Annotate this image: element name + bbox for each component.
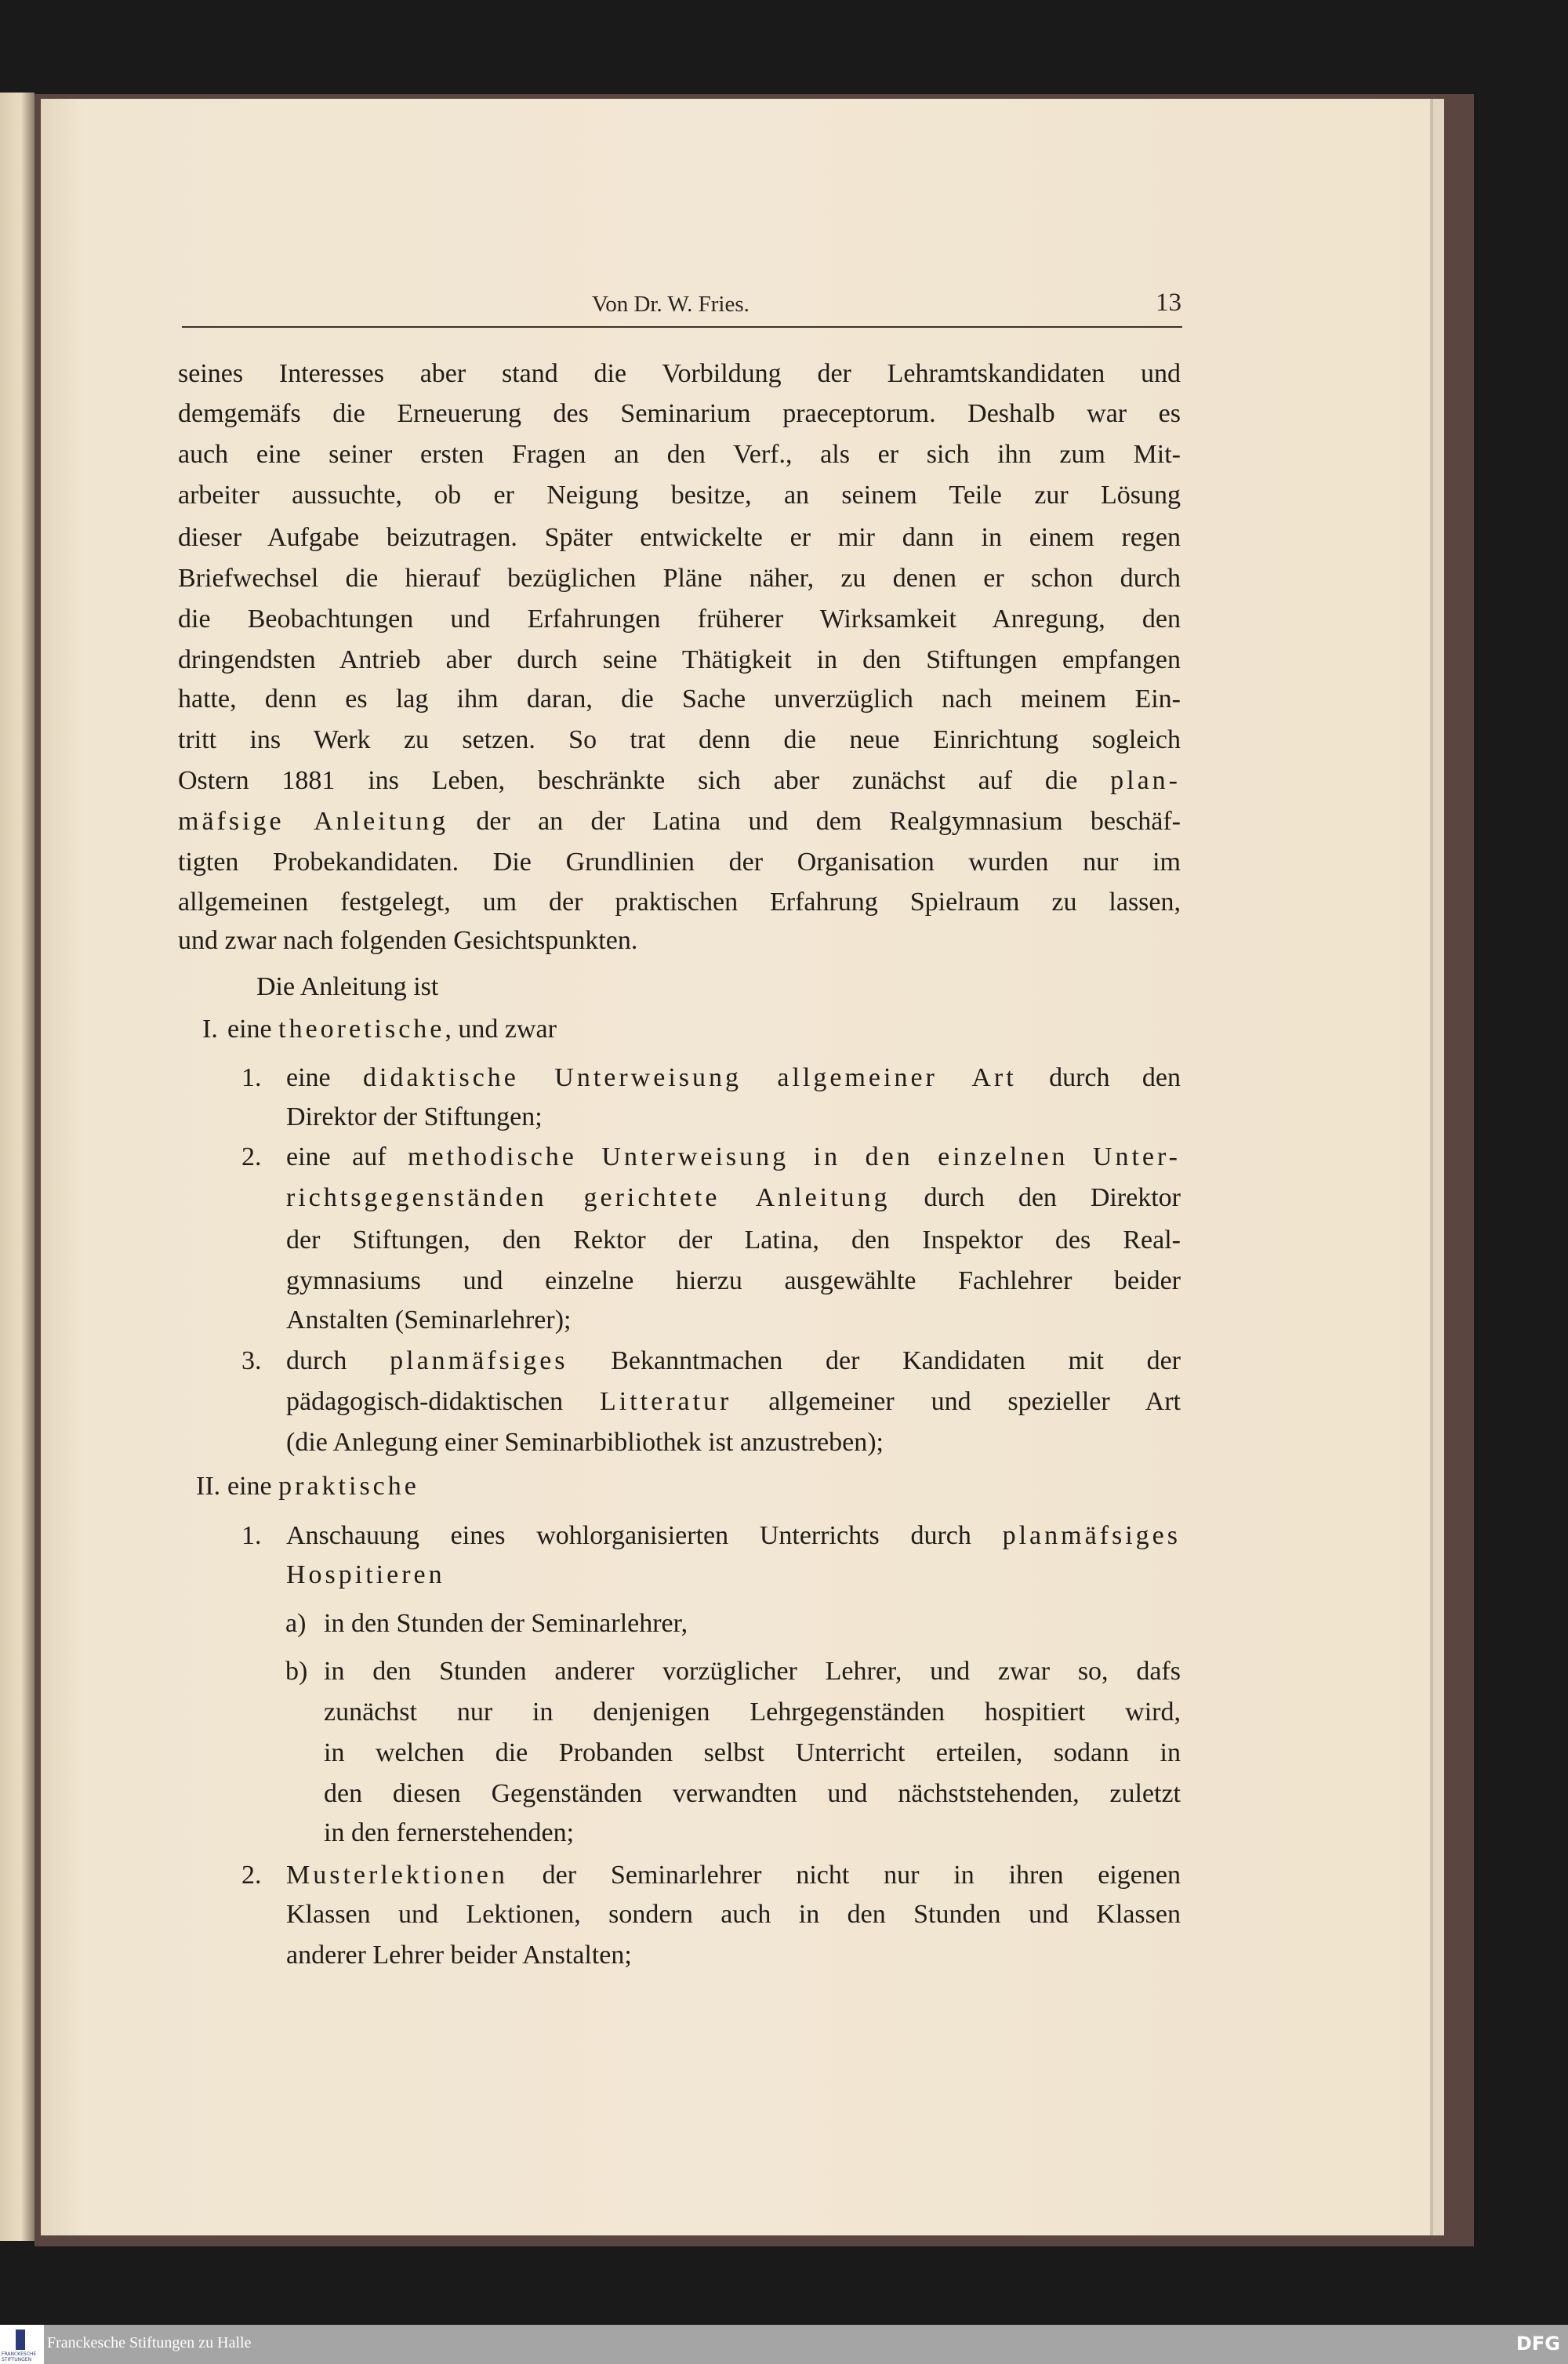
text-line — [178, 806, 1181, 837]
spaced-emphasis: theoretische — [278, 1015, 445, 1044]
text-segment: eine — [227, 1015, 279, 1044]
text-segment: arbeiter aussuchte, ob er Neigung besitze, an seinem Teile zur Lösung — [178, 481, 1181, 510]
text-line — [324, 1778, 1181, 1810]
text-segment: in den Stunden der Seminarlehrer, — [324, 1609, 688, 1638]
spaced-emphasis: didaktische Unterweisung allgemeiner Art — [363, 1063, 1017, 1092]
text-segment: den diesen Gegenständen verwandten und nächststehenden, zuletzt — [324, 1779, 1181, 1808]
viewer-footer — [0, 2325, 1568, 2364]
text-segment: (die Anlegung einer Seminarbibliothek ist anzustreben); — [286, 1428, 884, 1457]
text-segment: allgemeiner und spezieller Art — [731, 1387, 1181, 1416]
spaced-emphasis: Litteratur — [599, 1387, 732, 1416]
text-line — [286, 1860, 1181, 1891]
text-line — [324, 1817, 574, 1849]
text-line — [286, 1520, 1181, 1552]
list-marker: a) — [285, 1609, 307, 1638]
spaced-emphasis: mäfsige Anleitung — [178, 807, 449, 836]
spaced-emphasis: Hospitieren — [286, 1560, 445, 1589]
text-line — [256, 971, 438, 1003]
text-line — [324, 1608, 688, 1640]
text-segment: eine auf — [286, 1142, 408, 1171]
text-segment: allgemeinen festgelegt, um der praktischen Erfahrung Spielraum zu lassen, — [178, 888, 1181, 917]
text-line — [178, 887, 1181, 918]
page-number: 13 — [1156, 289, 1181, 317]
list-marker: 1. — [241, 1063, 262, 1092]
text-line — [178, 925, 637, 957]
text-line — [286, 1345, 1181, 1377]
text-segment: durch den Direktor — [890, 1183, 1181, 1212]
text-line — [286, 1899, 1181, 1930]
text-segment: Klassen und Lektionen, sondern auch in den Stunden und Klassen — [286, 1900, 1181, 1929]
text-segment: Ostern 1881 ins Leben, beschränkte sich aber zunächst auf die — [178, 766, 1111, 795]
spaced-emphasis: planmäfsiges — [390, 1346, 568, 1375]
text-segment: anderer Lehrer beider Anstalten; — [286, 1941, 632, 1970]
text-line — [286, 1102, 543, 1133]
dfg-logo[interactable]: DFG — [1515, 2333, 1560, 2355]
list-marker: 3. — [241, 1346, 262, 1375]
list-marker: II. — [196, 1472, 221, 1501]
text-line — [286, 1182, 1181, 1214]
text-segment: der Seminarlehrer nicht nur in ihren eigenen — [507, 1861, 1181, 1890]
text-line — [178, 765, 1181, 797]
text-line — [286, 1386, 1181, 1418]
text-line — [286, 1142, 1181, 1173]
text-segment: durch — [286, 1346, 390, 1375]
text-line — [286, 1225, 1181, 1256]
text-line — [178, 645, 1181, 676]
text-line — [178, 684, 1181, 715]
text-segment: Die Anleitung ist — [256, 972, 439, 1001]
text-segment: demgemäfs die Erneuerung des Seminarium praeceptorum. Deshalb war es — [178, 399, 1181, 428]
text-line — [286, 1266, 1181, 1297]
text-line — [178, 522, 1181, 554]
facing-page-edge — [0, 93, 34, 2241]
text-segment: seines Interesses aber stand die Vorbildung der Lehramtskandidaten und — [178, 359, 1181, 388]
text-line — [178, 398, 1181, 430]
text-segment: durch den — [1016, 1063, 1181, 1092]
spaced-emphasis: planmäfsiges — [1002, 1521, 1181, 1550]
text-line — [324, 1656, 1181, 1687]
text-line — [178, 358, 1181, 390]
logo-figure-icon — [16, 2330, 25, 2350]
running-head: Von Dr. W. Fries. — [592, 292, 750, 317]
text-segment: dieser Aufgabe beizutragen. Später entwickelte er mir dann in einem regen — [178, 523, 1181, 552]
spaced-emphasis: Musterlektionen — [286, 1861, 508, 1890]
text-segment: gymnasiums und einzelne hierzu ausgewählte Fachlehrer beider — [286, 1266, 1181, 1295]
logo-text: FRANCKESCHE STIFTUNGEN — [2, 2351, 37, 2362]
text-segment: Bekanntmachen der Kandidaten mit der — [568, 1346, 1181, 1375]
text-line — [286, 1940, 632, 1971]
text-segment: pädagogisch-didaktischen — [286, 1387, 600, 1416]
text-segment: Direktor der Stiftungen; — [286, 1102, 543, 1131]
text-line — [178, 724, 1181, 756]
list-marker: 2. — [241, 1142, 262, 1171]
text-segment: , und zwar — [445, 1015, 557, 1044]
text-line — [227, 1471, 419, 1502]
text-segment: Anschauung eines wohlorganisierten Unterrichts durch — [286, 1521, 1003, 1550]
text-segment: und zwar nach folgenden Gesichtspunkten. — [178, 926, 638, 955]
text-segment: zunächst nur in denjenigen Lehrgegenständen hospitiert wird, — [324, 1698, 1181, 1727]
text-segment: auch eine seiner ersten Fragen an den Verf., als er sich ihn zum Mit- — [178, 440, 1181, 469]
text-line — [227, 1014, 557, 1045]
text-segment: tigten Probekandidaten. Die Grundlinien der Organisation wurden nur im — [178, 848, 1181, 877]
header-rule — [182, 326, 1182, 328]
text-segment: eine — [227, 1472, 279, 1501]
institution-name[interactable]: Franckesche Stiftungen zu Halle — [47, 2334, 252, 2351]
text-line — [178, 847, 1181, 878]
spaced-emphasis: richtsgegenständen gerichtete Anleitung — [286, 1183, 891, 1212]
spaced-emphasis: methodische Unterweisung in den einzelnen Unter- — [408, 1142, 1181, 1171]
text-segment: der Stiftungen, den Rektor der Latina, den Inspektor des Real- — [286, 1226, 1181, 1255]
text-segment: tritt ins Werk zu setzen. So trat denn die neue Einrichtung sogleich — [178, 725, 1181, 754]
text-segment: dringendsten Antrieb aber durch seine Thätigkeit in den Stiftungen empfangen — [178, 645, 1181, 674]
spaced-emphasis: praktische — [278, 1472, 419, 1501]
text-segment: eine — [286, 1063, 364, 1092]
text-segment: in den fernerstehenden; — [324, 1818, 575, 1847]
text-segment: Briefwechsel die hierauf bezüglichen Pläne näher, zu denen er schon durch — [178, 564, 1181, 593]
text-line — [178, 563, 1181, 594]
text-line — [178, 439, 1181, 470]
text-segment: in den Stunden anderer vorzüglicher Lehrer, und zwar so, dafs — [324, 1657, 1181, 1686]
text-segment: die Beobachtungen und Erfahrungen früherer Wirksamkeit Anregung, den — [178, 605, 1181, 634]
text-segment: hatte, denn es lag ihm daran, die Sache unverzüglich nach meinem Ein- — [178, 685, 1181, 714]
text-line — [286, 1427, 884, 1458]
text-line — [324, 1697, 1181, 1728]
text-segment: Anstalten (Seminarlehrer); — [286, 1305, 572, 1335]
spaced-emphasis: plan- — [1110, 766, 1181, 795]
text-line — [178, 604, 1181, 635]
list-marker: 2. — [241, 1861, 262, 1890]
text-line — [286, 1062, 1181, 1094]
text-line — [178, 480, 1181, 511]
list-marker: b) — [285, 1657, 308, 1686]
list-marker: 1. — [241, 1521, 262, 1550]
text-segment: der an der Latina und dem Realgymnasium beschäf- — [448, 807, 1181, 836]
text-line — [286, 1560, 445, 1591]
list-marker: I. — [202, 1015, 218, 1044]
institution-logo[interactable] — [0, 2325, 44, 2364]
text-line — [286, 1305, 571, 1336]
text-segment: in welchen die Probanden selbst Unterricht erteilen, sodann in — [324, 1738, 1181, 1767]
text-line — [324, 1738, 1181, 1769]
